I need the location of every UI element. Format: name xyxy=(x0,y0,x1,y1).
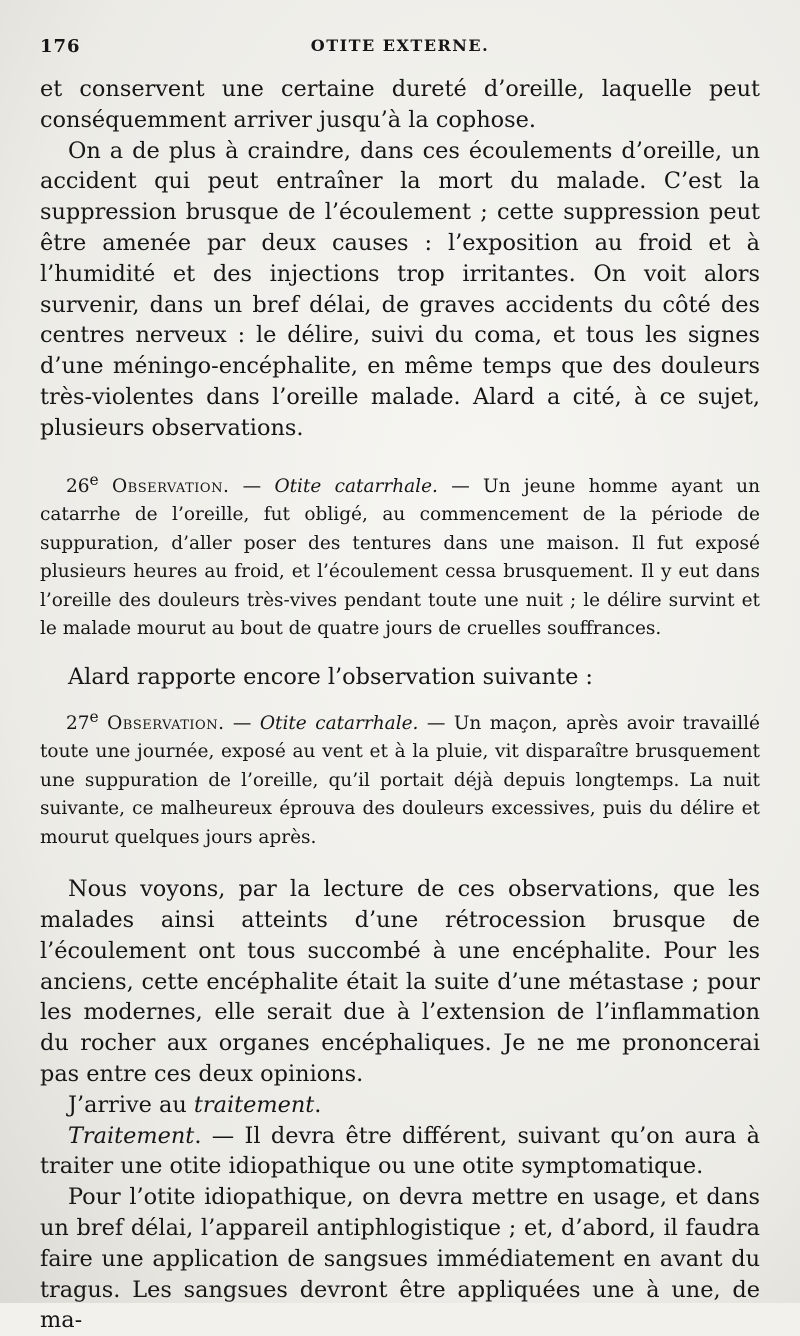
observation-27: 27e Observation. — Otite catarrhale. — Un maçon, après avoir travaillé toute une journée, exposé au vent et à la pluie, vit disparaître brusquement une suppuration de l’oreille, qu’il portait déjà depuis longtemps. La nuit suivante, ce malheureux éprouva des douleurs excessives, puis du délire et mourut quelques jours après. xyxy=(40,707,760,848)
running-title: OTITE EXTERNE. xyxy=(310,36,490,55)
observation-label: Observation. xyxy=(107,712,225,734)
page-body xyxy=(40,74,760,1336)
paragraph-alard: Alard rapporte encore l’observation suivante : xyxy=(68,663,593,690)
observation-title: Otite catarrhale. xyxy=(274,475,438,497)
observation-title: Otite catarrhale. xyxy=(259,712,419,734)
observation-text: Un maçon, après avoir travaillé toute une journée, exposé au vent et à la pluie, vit disparaître brusquement une suppuration de l’oreille, qu’il portait déjà depuis longtemps. La nuit suivante, ce malheureux éprouva des douleurs excessives, puis du délire et mourut quelques jours après. xyxy=(40,712,760,848)
observation-number: 26 xyxy=(66,475,90,497)
paragraph-idiopathique: Pour l’otite idiopathique, on devra mettre en usage, et dans un bref délai, l’appareil antiphlogistique ; et, d’abord, il faudra faire une application de sangsues immédiatement en avant du tragus. Les sangsues devront être appliquées une à une, de ma- xyxy=(40,1184,760,1334)
page-header xyxy=(40,36,760,60)
paragraph-conclusion: Nous voyons, par la lecture de ces observations, que les malades ainsi atteints d’une rétrocession brusque de l’écoulement ont tous succombé à une encéphalite. Pour les anciens, cette encéphalite était la suite d’une métastase ; pour les modernes, elle serait due à l’extension de l’inflammation du rocher aux organes encéphaliques. Je ne me prononcerai pas entre ces deux opinions. xyxy=(40,876,760,1087)
observation-number: 27 xyxy=(66,712,90,734)
paragraph-transition: J’arrive au traitement. xyxy=(68,1091,322,1118)
observation-26: 26e Observation. — Otite catarrhale. — Un jeune homme ayant un catarrhe de l’oreille, fut obligé, au commencement de la période de suppuration, d’aller poser des tentures dans une maison. Il fut exposé plusieurs heures au froid, et l’écoulement cessa brusquement. Il y eut dans l’oreille des douleurs très-vives pendant toute une nuit ; le délire survint et le malade mourut au bout de quatre jours de cruelles souffrances. xyxy=(40,470,761,640)
observation-text: Un jeune homme ayant un catarrhe de l’oreille, fut obligé, au commencement de la période de suppuration, d’aller poser des tentures dans une maison. Il fut exposé plusieurs heures au froid, et l’écoulement cessa brusquement. Il y eut dans l’oreille des douleurs très-vives pendant toute une nuit ; le délire survint et le malade mourut au bout de quatre jours de cruelles souffrances. xyxy=(40,475,761,640)
observation-ordinal: e xyxy=(89,707,99,726)
paragraph-accident: On a de plus à craindre, dans ces écoulements d’oreille, un accident qui peut entraîner la mort du malade. C’est la suppression brusque de l’écoulement ; cette suppression peut être amenée par deux causes : l’exposition au froid et à l’humidité et des injections trop irritantes. On voit alors survenir, dans un bref délai, de graves accidents du côté des centres nerveux : le délire, suivi du coma, et tous les signes d’une méningo-encéphalite, en même temps que des douleurs très-violentes dans l’oreille malade. Alard a cité, à ce sujet, plusieurs observations. xyxy=(40,137,760,441)
observation-ordinal: e xyxy=(89,470,99,489)
paragraph-continuation: et conservent une certaine dureté d’oreille, laquelle peut conséquemment arriver jusqu’à la cophose. xyxy=(40,76,760,133)
observation-label: Observation. xyxy=(111,475,230,497)
paragraph-traitement: Traitement. — Il devra être différent, suivant qu’on aura à traiter une otite idiopathique ou une otite symptomatique. xyxy=(40,1122,760,1180)
page-number: 176 xyxy=(40,36,81,57)
section-heading: Traitement xyxy=(68,1122,195,1149)
